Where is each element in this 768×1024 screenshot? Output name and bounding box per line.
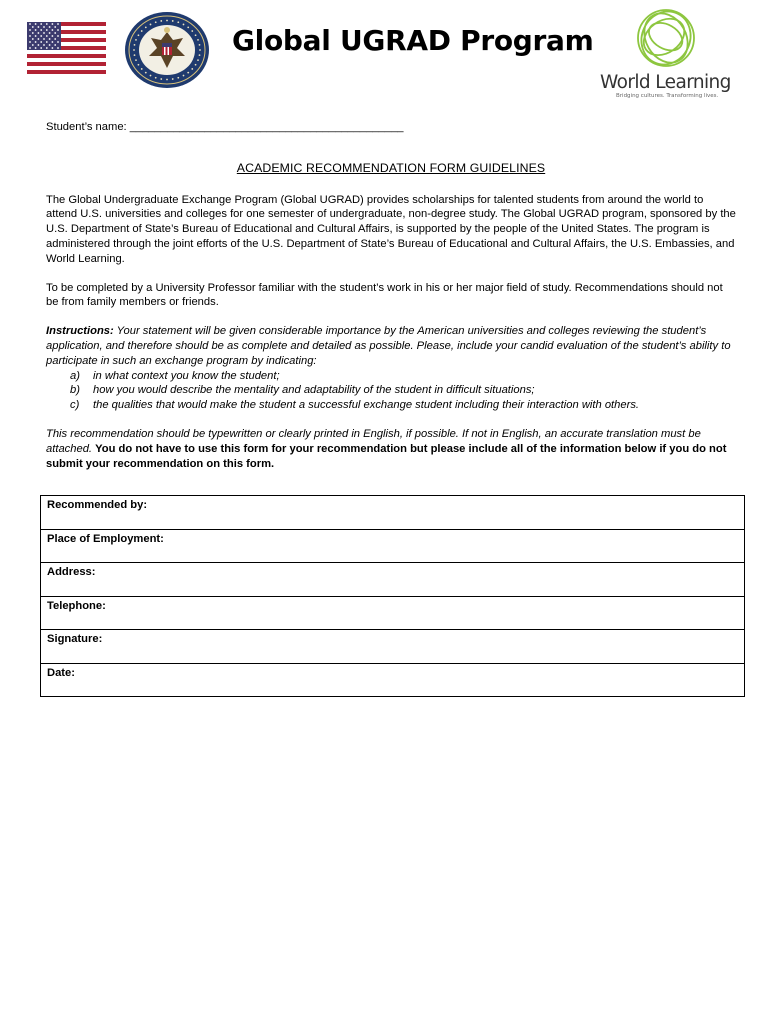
department-of-state-seal-icon [123,10,211,90]
field-address[interactable]: Address: [41,563,745,597]
instructions-text: Your statement will be given considerable importance by the American universities and colleges reviewing the student’s application, and therefore should be as complete and detailed as possible. Please, include your candid evaluation of the student’s ability to participate in such an exchange program by indicating: [46,325,731,367]
page-title: Global UGRAD Program [232,24,594,57]
world-learning-tagline: Bridging cultures. Transforming lives. [616,93,719,99]
field-telephone[interactable]: Telephone: [41,596,745,630]
field-place-of-employment[interactable]: Place of Employment: [41,529,745,563]
list-item: a) in what context you know the student; [70,369,280,382]
form-heading: ACADEMIC RECOMMENDATION FORM GUIDELINES [236,160,546,175]
student-name-label: Student’s name: [46,121,130,133]
instructions-label: Instructions: [46,325,114,338]
field-signature[interactable]: Signature: [41,630,745,664]
form-guidelines [46,120,736,471]
list-item: b) how you would describe the mentality and adaptability of the student in difficult situations; [70,384,535,397]
instruction-list [46,369,736,413]
field-date[interactable]: Date: [41,663,745,697]
student-name-blank: ____________________________________________ [129,121,404,133]
instructions-paragraph [46,324,736,368]
world-learning-rings-icon [633,6,699,70]
typewritten-bold-text: You do not have to use this form for your recommendation but please include all of the information below if you do not submit your recommendation on this form. [46,442,727,470]
typewritten-text: This recommendation should be typewritten or clearly printed in English, if possible. If not in English, an accurate translation must be attached. [46,427,701,455]
student-name-line [46,120,736,135]
typewritten-note [46,427,736,471]
world-learning-name: World Learning [600,72,731,93]
recommender-info-table [40,495,745,697]
intro-paragraph: The Global Undergraduate Exchange Program (Global UGRAD) provides scholarships for talented students from around the world to attend U.S. universities and colleges for one semester of undergraduate, non-degree study. The Global UGRAD program, sponsored by the U.S. Department of State’s Bureau of Educational and Cultural Affairs, is supported by the people of the United States. The program is administered through the joint efforts of the U.S. Department of State’s Bureau of Educational and Cultural Affairs, the U.S. Embassies, and World Learning. [46,193,736,265]
completion-note: To be completed by a University Professor familiar with the student’s work in his or her major field of study. Recommendations should not be from family members or friends. [46,281,723,309]
field-recommended-by[interactable]: Recommended by: [41,496,745,530]
world-learning-logo [596,6,741,101]
us-flag-icon [27,22,106,74]
list-item: c) the qualities that would make the student a successful exchange student including their interaction with others. [70,399,640,412]
page-header [0,0,768,110]
